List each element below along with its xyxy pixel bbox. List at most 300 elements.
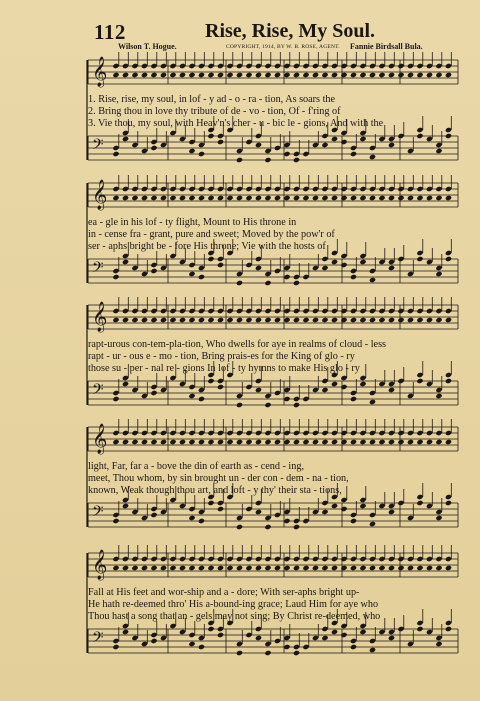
- note-head: [293, 317, 300, 323]
- note-head: [283, 565, 290, 571]
- note-head: [369, 154, 376, 160]
- note-head: [274, 439, 281, 445]
- note-head: [369, 565, 376, 571]
- note-head: [445, 72, 452, 78]
- note-head: [378, 72, 385, 78]
- note-head: [255, 195, 262, 201]
- note-head: [302, 439, 309, 445]
- note-head: [350, 195, 357, 201]
- note-head: [340, 506, 347, 512]
- note-head: [274, 72, 281, 78]
- note-head: [264, 565, 271, 571]
- note-head: [207, 565, 214, 571]
- note-head: [236, 402, 243, 408]
- note-head: [217, 439, 224, 445]
- note-head: [283, 518, 290, 524]
- note-head: [407, 72, 414, 78]
- lyric-verse-3: 3. Vie thou, my soul, with Heav'n's cher - u - bic le - gions, And with the: [88, 118, 384, 129]
- note-head: [378, 195, 385, 201]
- note-head: [407, 439, 414, 445]
- note-head: [188, 641, 195, 647]
- note-head: [312, 439, 319, 445]
- note-head: [283, 317, 290, 323]
- note-head: [188, 317, 195, 323]
- note-head: [416, 256, 423, 262]
- note-head: [416, 195, 423, 201]
- note-head: [302, 317, 309, 323]
- note-head: [369, 647, 376, 653]
- note-head: [359, 195, 366, 201]
- note-head: [331, 629, 338, 635]
- note-head: [198, 396, 205, 402]
- note-head: [226, 439, 233, 445]
- note-head: [122, 259, 129, 265]
- note-head: [312, 72, 319, 78]
- note-head: [255, 387, 262, 393]
- note-head: [179, 439, 186, 445]
- note-head: [445, 195, 452, 201]
- note-head: [188, 148, 195, 154]
- note-head: [264, 195, 271, 201]
- treble-clef-icon: 𝄞: [92, 302, 108, 332]
- lyric-verse-2: rapt - ur - ous e - mo - tion, Bring prais-es for the King of glo - ry: [88, 351, 355, 362]
- note-head: [302, 195, 309, 201]
- note-head: [207, 500, 214, 506]
- note-head: [350, 439, 357, 445]
- note-head: [255, 317, 262, 323]
- note-head: [378, 439, 385, 445]
- note-head: [236, 439, 243, 445]
- note-head: [188, 271, 195, 277]
- note-head: [359, 72, 366, 78]
- note-head: [141, 439, 148, 445]
- note-head: [340, 195, 347, 201]
- note-head: [236, 650, 243, 656]
- note-head: [397, 195, 404, 201]
- note-head: [112, 396, 119, 402]
- note-head: [122, 565, 129, 571]
- note-head: [188, 439, 195, 445]
- note-head: [274, 565, 281, 571]
- note-head: [435, 439, 442, 445]
- note-head: [150, 439, 157, 445]
- note-head: [283, 396, 290, 402]
- note-head: [321, 387, 328, 393]
- note-head: [283, 644, 290, 650]
- bass-clef-icon: 𝄢: [92, 259, 104, 280]
- note-head: [255, 509, 262, 515]
- note-head: [331, 136, 338, 142]
- lyric-verse-3: ser - aphs bright be - fore His throne; Vie with the hosts of: [88, 241, 326, 252]
- note-head: [264, 650, 271, 656]
- note-head: [236, 317, 243, 323]
- note-head: [397, 317, 404, 323]
- note-head: [112, 317, 119, 323]
- note-head: [112, 644, 119, 650]
- note-head: [321, 142, 328, 148]
- note-head: [207, 378, 214, 384]
- note-head: [435, 195, 442, 201]
- note-head: [416, 72, 423, 78]
- note-head: [340, 439, 347, 445]
- note-head: [264, 524, 271, 530]
- note-head: [293, 280, 300, 286]
- note-head: [150, 145, 157, 151]
- note-head: [236, 524, 243, 530]
- note-head: [397, 439, 404, 445]
- treble-clef-icon: 𝄞: [92, 180, 108, 210]
- note-head: [198, 72, 205, 78]
- note-head: [407, 565, 414, 571]
- treble-clef-icon: 𝄞: [92, 550, 108, 580]
- lyric-verse-1: rapt-urous con-tem-pla-tion, Who dwells for aye in realms of cloud - less: [88, 339, 386, 350]
- note-head: [359, 503, 366, 509]
- note-head: [426, 195, 433, 201]
- note-head: [359, 629, 366, 635]
- note-head: [388, 72, 395, 78]
- note-head: [321, 317, 328, 323]
- note-head: [340, 384, 347, 390]
- note-head: [331, 503, 338, 509]
- lyric-verse-2: meet, Thou whom, by sin brought un - der con - dem - na - tion,: [88, 473, 349, 484]
- note-head: [150, 638, 157, 644]
- note-head: [445, 500, 452, 506]
- note-head: [416, 565, 423, 571]
- note-head: [435, 641, 442, 647]
- note-head: [217, 262, 224, 268]
- note-head: [217, 72, 224, 78]
- note-head: [359, 317, 366, 323]
- note-head: [188, 393, 195, 399]
- note-head: [112, 151, 119, 157]
- lyric-verse-1: Fall at His feet and wor-ship and a - dore; With ser-aphs bright up-: [88, 587, 360, 598]
- note-head: [141, 195, 148, 201]
- note-head: [369, 439, 376, 445]
- note-head: [207, 317, 214, 323]
- note-head: [264, 72, 271, 78]
- note-head: [207, 256, 214, 262]
- note-head: [198, 317, 205, 323]
- note-head: [350, 72, 357, 78]
- note-head: [236, 565, 243, 571]
- note-head: [245, 317, 252, 323]
- treble-clef-icon: 𝄞: [92, 424, 108, 454]
- note-head: [198, 151, 205, 157]
- note-head: [378, 565, 385, 571]
- note-head: [397, 565, 404, 571]
- bass-clef-icon: 𝄢: [92, 136, 104, 157]
- note-head: [131, 317, 138, 323]
- note-head: [217, 195, 224, 201]
- note-head: [293, 650, 300, 656]
- lyric-verse-3: known, Weak though thou art, and loft - y thy' their sta - tions,: [88, 485, 342, 496]
- note-head: [255, 439, 262, 445]
- note-head: [340, 565, 347, 571]
- note-head: [188, 515, 195, 521]
- note-head: [217, 565, 224, 571]
- note-head: [388, 509, 395, 515]
- note-head: [179, 72, 186, 78]
- note-head: [122, 136, 129, 142]
- note-head: [388, 387, 395, 393]
- lyric-verse-1: ea - gle in his lof - ty flight, Mount to His throne in: [88, 217, 297, 228]
- note-head: [283, 439, 290, 445]
- hymn-number: 112: [94, 20, 126, 44]
- note-head: [321, 565, 328, 571]
- note-head: [293, 524, 300, 530]
- note-head: [188, 565, 195, 571]
- treble-clef-icon: 𝄞: [92, 57, 108, 87]
- note-head: [340, 317, 347, 323]
- note-head: [160, 72, 167, 78]
- note-head: [359, 565, 366, 571]
- note-head: [122, 439, 129, 445]
- note-head: [150, 565, 157, 571]
- note-head: [150, 72, 157, 78]
- note-head: [112, 518, 119, 524]
- note-head: [255, 142, 262, 148]
- note-head: [169, 72, 176, 78]
- note-head: [207, 133, 214, 139]
- note-head: [350, 274, 357, 280]
- note-head: [350, 151, 357, 157]
- note-head: [150, 390, 157, 396]
- note-head: [445, 439, 452, 445]
- composer-credit: Fannie Birdsall Bula.: [350, 42, 423, 51]
- note-head: [131, 565, 138, 571]
- note-head: [407, 195, 414, 201]
- note-head: [179, 195, 186, 201]
- note-head: [112, 195, 119, 201]
- note-head: [160, 565, 167, 571]
- note-head: [416, 378, 423, 384]
- note-head: [388, 439, 395, 445]
- note-head: [321, 72, 328, 78]
- note-head: [198, 565, 205, 571]
- note-head: [112, 439, 119, 445]
- note-head: [198, 644, 205, 650]
- note-head: [293, 157, 300, 163]
- note-head: [198, 518, 205, 524]
- note-head: [245, 565, 252, 571]
- note-head: [198, 195, 205, 201]
- note-head: [331, 259, 338, 265]
- note-head: [359, 439, 366, 445]
- note-head: [321, 265, 328, 271]
- note-head: [264, 402, 271, 408]
- note-head: [150, 317, 157, 323]
- note-head: [122, 629, 129, 635]
- note-head: [179, 565, 186, 571]
- note-head: [369, 399, 376, 405]
- note-head: [293, 565, 300, 571]
- note-head: [274, 317, 281, 323]
- note-head: [445, 133, 452, 139]
- note-head: [369, 317, 376, 323]
- note-head: [160, 317, 167, 323]
- note-head: [217, 384, 224, 390]
- note-head: [236, 280, 243, 286]
- lyricist-credit: Wilson T. Hogue.: [118, 42, 177, 51]
- note-head: [331, 72, 338, 78]
- note-head: [426, 317, 433, 323]
- note-head: [207, 195, 214, 201]
- note-head: [169, 565, 176, 571]
- note-head: [112, 72, 119, 78]
- note-head: [283, 274, 290, 280]
- note-head: [435, 515, 442, 521]
- note-head: [245, 195, 252, 201]
- note-head: [112, 274, 119, 280]
- note-head: [321, 439, 328, 445]
- bass-clef-icon: 𝄢: [92, 381, 104, 402]
- note-head: [160, 439, 167, 445]
- note-head: [416, 317, 423, 323]
- note-head: [179, 317, 186, 323]
- note-head: [217, 317, 224, 323]
- note-head: [369, 521, 376, 527]
- note-head: [217, 139, 224, 145]
- note-head: [435, 565, 442, 571]
- note-head: [331, 381, 338, 387]
- note-head: [388, 635, 395, 641]
- note-head: [445, 378, 452, 384]
- note-head: [255, 565, 262, 571]
- note-head: [435, 393, 442, 399]
- note-head: [122, 503, 129, 509]
- note-head: [340, 139, 347, 145]
- note-head: [226, 317, 233, 323]
- note-head: [426, 565, 433, 571]
- note-head: [293, 439, 300, 445]
- note-head: [359, 381, 366, 387]
- note-head: [264, 439, 271, 445]
- note-head: [255, 72, 262, 78]
- note-head: [122, 317, 129, 323]
- lyric-verse-1: light, Far, far a - bove the din of earth as - cend - ing,: [88, 461, 305, 472]
- note-head: [378, 317, 385, 323]
- note-head: [321, 635, 328, 641]
- note-head: [274, 195, 281, 201]
- note-head: [350, 565, 357, 571]
- bass-clef-icon: 𝄢: [92, 629, 104, 650]
- note-head: [131, 439, 138, 445]
- note-head: [340, 632, 347, 638]
- note-head: [255, 265, 262, 271]
- note-head: [141, 565, 148, 571]
- note-head: [169, 439, 176, 445]
- note-head: [207, 626, 214, 632]
- note-head: [359, 259, 366, 265]
- note-head: [141, 317, 148, 323]
- note-head: [293, 402, 300, 408]
- note-head: [350, 317, 357, 323]
- note-head: [188, 72, 195, 78]
- hymn-title: Rise, Rise, My Soul.: [205, 20, 375, 42]
- note-head: [369, 195, 376, 201]
- note-head: [321, 195, 328, 201]
- note-head: [388, 565, 395, 571]
- note-head: [350, 518, 357, 524]
- note-head: [369, 72, 376, 78]
- copyright-notice: COPYRIGHT, 1914, BY W. B. ROSE, AGENT.: [226, 44, 340, 50]
- note-head: [331, 195, 338, 201]
- note-head: [426, 439, 433, 445]
- note-head: [169, 195, 176, 201]
- note-head: [359, 136, 366, 142]
- lyric-verse-2: 2. Bring thou in love thy tribute of de - vo - tion, Of - f'ring of: [88, 106, 341, 117]
- note-head: [131, 195, 138, 201]
- note-head: [264, 317, 271, 323]
- note-head: [264, 280, 271, 286]
- note-head: [331, 565, 338, 571]
- note-head: [293, 72, 300, 78]
- note-head: [226, 565, 233, 571]
- note-head: [397, 72, 404, 78]
- note-head: [416, 500, 423, 506]
- note-head: [245, 72, 252, 78]
- note-head: [445, 256, 452, 262]
- note-head: [150, 268, 157, 274]
- note-head: [236, 195, 243, 201]
- note-head: [302, 565, 309, 571]
- note-head: [169, 317, 176, 323]
- note-head: [245, 439, 252, 445]
- note-head: [435, 317, 442, 323]
- note-head: [445, 565, 452, 571]
- note-head: [416, 133, 423, 139]
- note-head: [312, 317, 319, 323]
- note-head: [207, 72, 214, 78]
- note-head: [122, 72, 129, 78]
- note-head: [369, 277, 376, 283]
- note-head: [416, 439, 423, 445]
- lyric-verse-3: Thou hast a song that an - gels may not sing; By Christ re-deemed, who: [88, 611, 381, 622]
- note-head: [435, 72, 442, 78]
- note-head: [160, 195, 167, 201]
- note-head: [388, 195, 395, 201]
- note-head: [331, 317, 338, 323]
- lyric-verse-3: those su - per - nal re - gions In lof - ty hymns to make His glo - ry: [88, 363, 360, 374]
- note-head: [150, 512, 157, 518]
- note-head: [198, 439, 205, 445]
- note-head: [217, 632, 224, 638]
- lyric-verse-2: in - cense fra - grant, pure and sweet; Moved by the pow'r of: [88, 229, 335, 240]
- note-head: [188, 195, 195, 201]
- note-head: [321, 509, 328, 515]
- note-head: [445, 317, 452, 323]
- note-head: [312, 565, 319, 571]
- lyric-verse-2: He hath re-deemed thro' His a-bound-ing grace; Laud Him for aye who: [88, 599, 379, 610]
- note-head: [435, 148, 442, 154]
- note-head: [217, 506, 224, 512]
- bass-clef-icon: 𝄢: [92, 503, 104, 524]
- note-head: [293, 195, 300, 201]
- note-head: [236, 157, 243, 163]
- note-head: [131, 72, 138, 78]
- note-head: [340, 72, 347, 78]
- note-head: [283, 195, 290, 201]
- note-head: [122, 195, 129, 201]
- note-head: [198, 274, 205, 280]
- note-head: [435, 271, 442, 277]
- note-head: [445, 626, 452, 632]
- note-head: [283, 151, 290, 157]
- note-head: [350, 396, 357, 402]
- note-head: [236, 72, 243, 78]
- note-head: [388, 265, 395, 271]
- note-head: [264, 157, 271, 163]
